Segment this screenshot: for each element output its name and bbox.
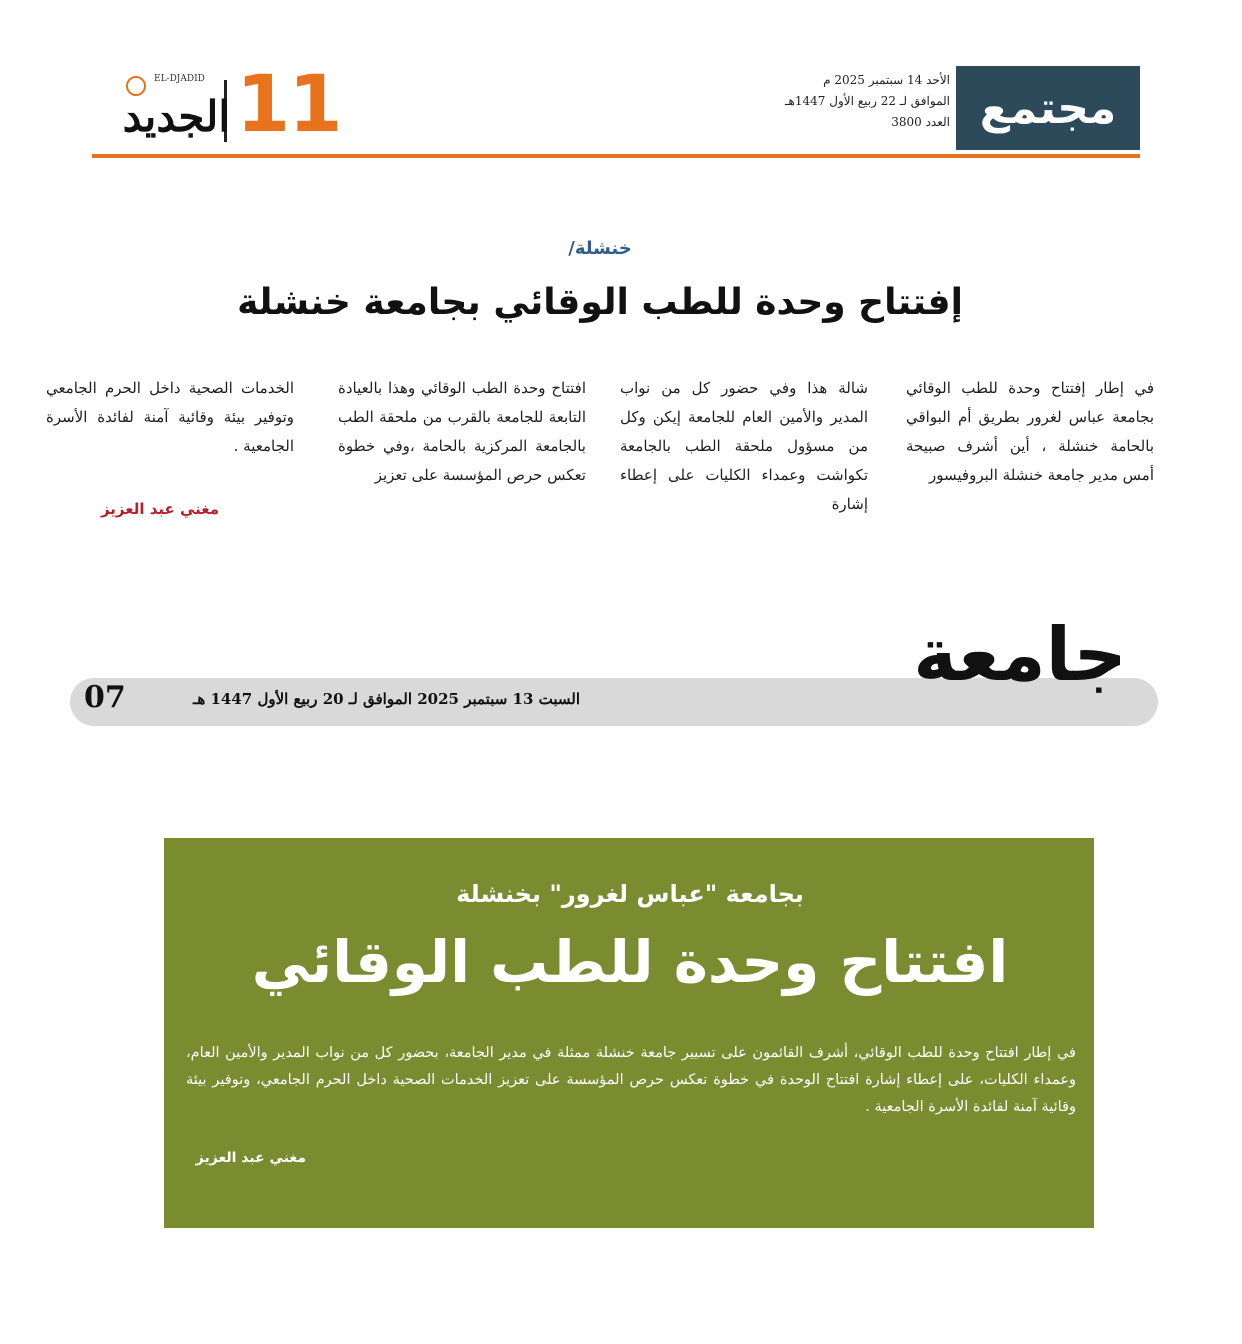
jamia-page-number: 07 (84, 680, 126, 715)
logo-latin-text: EL-DJADID (154, 74, 205, 84)
article-column-4: الخدمات الصحية داخل الحرم الجامعي وتوفير بيئة وقائية آمنة لفائدة الأسرة الجامعية . (46, 379, 294, 455)
jamia-section-title: جامعة (913, 612, 1127, 698)
logo-arabic-text: الجديد (122, 92, 230, 141)
date-gregorian: الأحد 14 سبتمبر 2025 م (823, 73, 950, 87)
date-hijri: الموافق لـ 22 ربيع الأول 1447هـ (785, 94, 950, 108)
green-article-author: مغني عبد العزيز (195, 1150, 306, 1166)
article-author: مغني عبد العزيز (100, 500, 220, 518)
section-label: مجتمع (956, 66, 1140, 150)
article-column-2: شالة هذا وفي حضور كل من نواب المدير والأمين العام للجامعة إيكن وكل من مسؤول ملحقة الطب بالجامعة تكواشت وعمداء الكليات على إعطاء إشارة (620, 379, 868, 513)
article-column-1: في إطار إفتتاح وحدة للطب الوقائي بجامعة عباس لغرور بطريق أم البواقي بالحامة خنشلة ، أين أشرف صبيحة أمس مدير جامعة خنشلة البروفيسور (906, 379, 1154, 484)
page-number: 11 (236, 60, 341, 150)
article-location: خنشلة/ (568, 238, 632, 259)
newspaper-logo (92, 74, 230, 148)
article-column-3: افتتاح وحدة الطب الوقائي وهذا بالعيادة التابعة للجامعة بالقرب من ملحقة الطب بالجامعة المركزية بالحامة ،وفي خطوة تعكس حرص المؤسسة على تعزيز (338, 379, 586, 484)
green-article-headline: افتتاح وحدة للطب الوقائي (251, 928, 1009, 996)
issue-date-block (770, 70, 950, 133)
article-headline: إفتتاح وحدة للطب الوقائي بجامعة خنشلة (237, 282, 963, 323)
green-article-kicker: بجامعة "عباس لغرور" بخنشلة (456, 880, 804, 908)
green-article-body: في إطار افتتاح وحدة للطب الوقائي، أشرف القائمون على تسيير جامعة خنشلة ممثلة في مدير الجامعة، بحضور كل من نواب المدير والأمين العام، وعمداء الكليات، على إعطاء إشارة افتتاح الوحدة في خطوة تعكس حرص المؤسسة على تعزيز الخدمات الصحية داخل الحرم الجامعي، وتوفير بيئة وقائية آمنة لفائدة الأسرة الجامعية . (186, 1045, 1076, 1115)
masthead-rule (92, 154, 1140, 158)
issue-number: العدد 3800 (891, 115, 950, 129)
jamia-date: السبت 13 سبتمبر 2025 الموافق لـ 20 ربيع الأول 1447 هـ (192, 690, 580, 708)
